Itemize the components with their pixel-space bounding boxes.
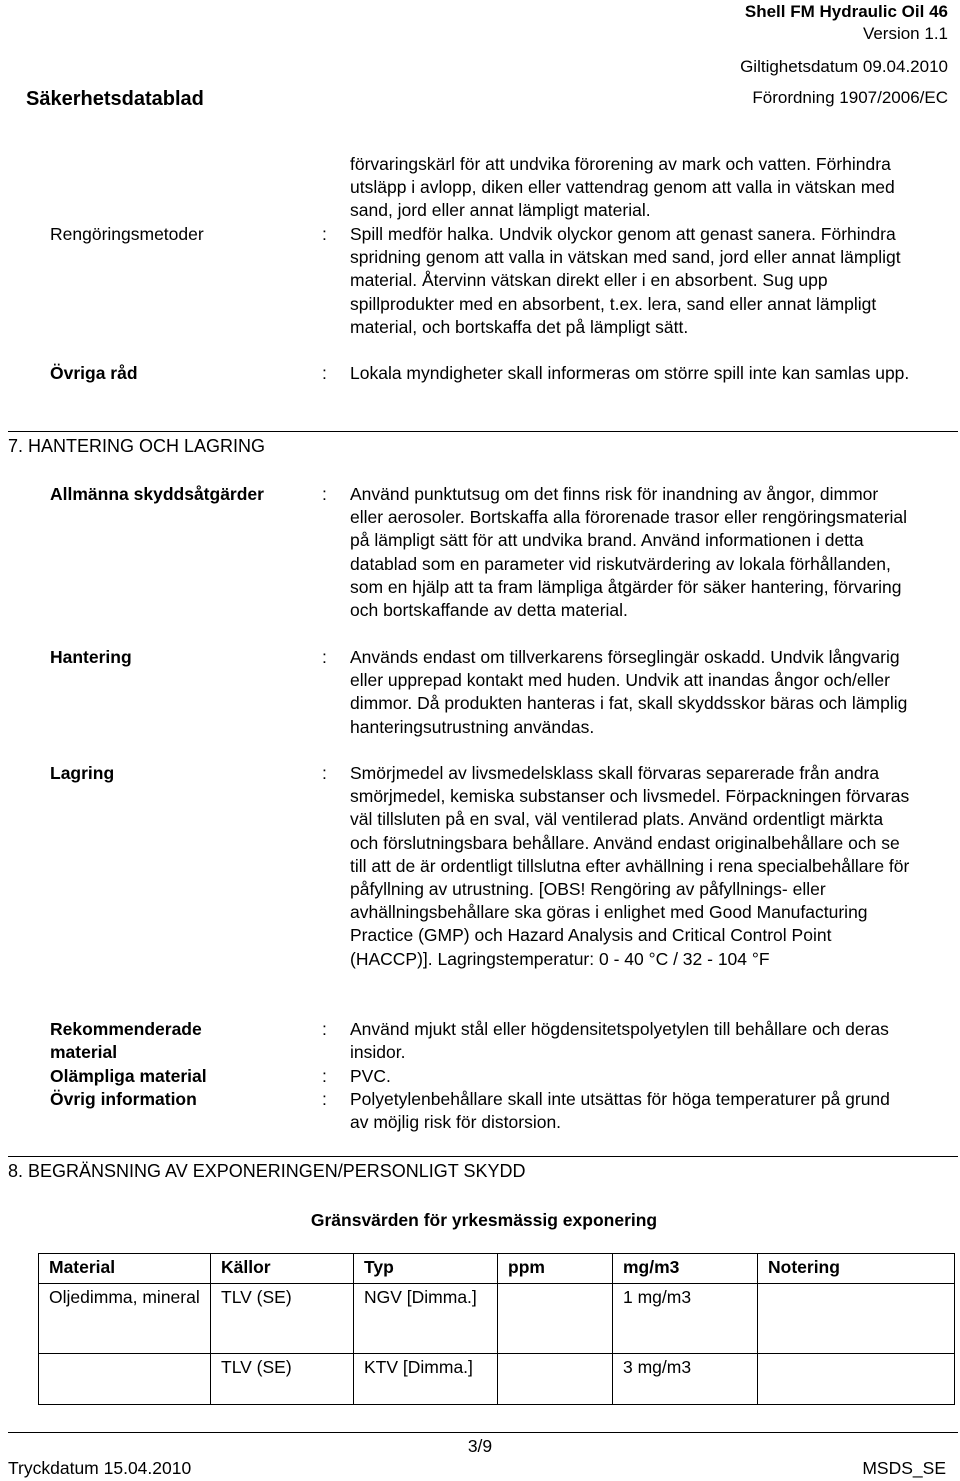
print-date: Tryckdatum 15.04.2010 <box>8 1458 192 1478</box>
section8-subtitle: Gränsvärden för yrkesmässig exponering <box>310 1210 658 1230</box>
table-cell <box>498 1284 613 1354</box>
section7-title: 7. HANTERING OCH LAGRING <box>8 436 266 456</box>
section-divider <box>8 431 958 432</box>
field-value-rengoringsmetoder: Spill medför halka. Undvik olyckor genom att genast sanera. Förhindra spridning genom att valla in vätskan med sand, jord eller annat lämpligt material. Återvinn vätskan direkt eller i en absorbent. Sug upp spillprodukter med en absorbent, t.ex. lera, sand eller annat lämpligt material, och bortskaffa det på lämpligt sätt. <box>350 224 901 337</box>
field-value-allmanna: Använd punktutsug om det finns risk för inandning av ångor, dimmor eller aerosoler. Bortskaffa alla förorenade trasor eller rengöringsmaterial på lämpligt sätt för att undvika brand. Använd informationen i detta datablad som en parameter vid riskutvärdering av lokala förhållanden, som en hjälp att ta fram lämpliga åtgärder för säker hantering, förvaring och bortskaffande av detta material. <box>350 484 908 621</box>
table-header: Notering <box>758 1254 955 1284</box>
table-cell: TLV (SE) <box>211 1284 354 1354</box>
regulation: Förordning 1907/2006/EC <box>752 88 948 107</box>
field-label-ovriga-rad: Övriga råd <box>50 363 138 383</box>
product-name: Shell FM Hydraulic Oil 46 <box>744 2 948 21</box>
field-value-lagring: Smörjmedel av livsmedelsklass skall förvaras separerade från andra smörjmedel, kemiska substanser och livsmedel. Förpackningen förvaras väl tillsluten på en sval, väl ventilerad plats. Använd ordentligt märkta och förslutningsbara behållare. Använd endast originalbehållare och se till att de är ordentligt tillslutna efter avhällning i rena specialbehållare för påfyllning av utrustning. [OBS! Rengöring av påfyllnings- eller avhällningsbehållare ska göras i enlighet med Good Manufacturing Practice (GMP) och Hazard Analysis and Critical Control Point (HACCP)]. Lagringstemperatur: 0 - 40 °C / 32 - 104 °F <box>350 763 910 969</box>
exposure-limits-table <box>38 1253 955 1405</box>
table-row <box>39 1284 955 1354</box>
document-type: Säkerhetsdatablad <box>26 88 204 110</box>
colon: : <box>322 1089 327 1109</box>
table-cell <box>758 1354 955 1405</box>
section6-continuation: förvaringskärl för att undvika förorening av mark och vatten. Förhindra utsläpp i avlopp, diken eller vattendrag genom att valla in vätskan med sand, jord eller annat lämpligt material. <box>350 154 895 221</box>
colon: : <box>322 1066 327 1086</box>
field-value-olampliga: PVC. <box>350 1066 391 1086</box>
table-header: ppm <box>498 1254 613 1284</box>
table-cell: 3 mg/m3 <box>613 1354 758 1405</box>
table-header: Källor <box>211 1254 354 1284</box>
table-header-row <box>39 1254 955 1284</box>
field-label-lagring: Lagring <box>50 763 115 783</box>
table-header: mg/m3 <box>613 1254 758 1284</box>
field-label-allmanna: Allmänna skyddsåtgärder <box>50 484 264 504</box>
colon: : <box>322 484 327 504</box>
table-cell <box>758 1284 955 1354</box>
field-label-olampliga: Olämpliga material <box>50 1066 207 1086</box>
version: Version 1.1 <box>862 24 948 43</box>
field-value-ovrig-information: Polyetylenbehållare skall inte utsättas för höga temperaturer på grund av möjlig risk för distorsion. <box>350 1089 890 1133</box>
field-label-hantering: Hantering <box>50 647 132 667</box>
field-value-ovriga-rad: Lokala myndigheter skall informeras om större spill inte kan samlas upp. <box>350 363 910 383</box>
table-cell <box>498 1354 613 1405</box>
table-cell: KTV [Dimma.] <box>354 1354 498 1405</box>
table-header: Material <box>39 1254 211 1284</box>
colon: : <box>322 1019 327 1039</box>
table-row <box>39 1354 955 1405</box>
page-number: 3/9 <box>467 1436 493 1456</box>
table-cell: Oljedimma, mineral <box>39 1284 211 1354</box>
colon: : <box>322 224 327 244</box>
section8-title: 8. BEGRÄNSNING AV EXPONERINGEN/PERSONLIGT SKYDD <box>8 1161 526 1181</box>
table-cell: NGV [Dimma.] <box>354 1284 498 1354</box>
field-label-rekommenderade: Rekommenderade material <box>50 1019 202 1063</box>
validity-date: Giltighetsdatum 09.04.2010 <box>740 57 948 76</box>
document-code: MSDS_SE <box>862 1458 946 1478</box>
field-value-hantering: Används endast om tillverkarens förseglingär oskadd. Undvik långvarig eller upprepad kontakt med huden. Undvik att inandas ångor och/eller dimmor. Då produkten hanteras i fat, skall skyddsskor bäras och lämplig hanteringsutrustning användas. <box>350 647 908 737</box>
section-divider <box>8 1156 958 1157</box>
field-value-rekommenderade: Använd mjukt stål eller högdensitetspolyetylen till behållare och deras insidor. <box>350 1019 889 1063</box>
table-cell: 1 mg/m3 <box>613 1284 758 1354</box>
table-cell <box>39 1354 211 1405</box>
table-cell: TLV (SE) <box>211 1354 354 1405</box>
colon: : <box>322 763 327 783</box>
table-header: Typ <box>354 1254 498 1284</box>
colon: : <box>322 647 327 667</box>
field-label-rengoringsmetoder: Rengöringsmetoder <box>50 224 204 244</box>
colon: : <box>322 363 327 383</box>
field-label-ovrig-information: Övrig information <box>50 1089 197 1109</box>
footer-divider <box>8 1432 958 1433</box>
